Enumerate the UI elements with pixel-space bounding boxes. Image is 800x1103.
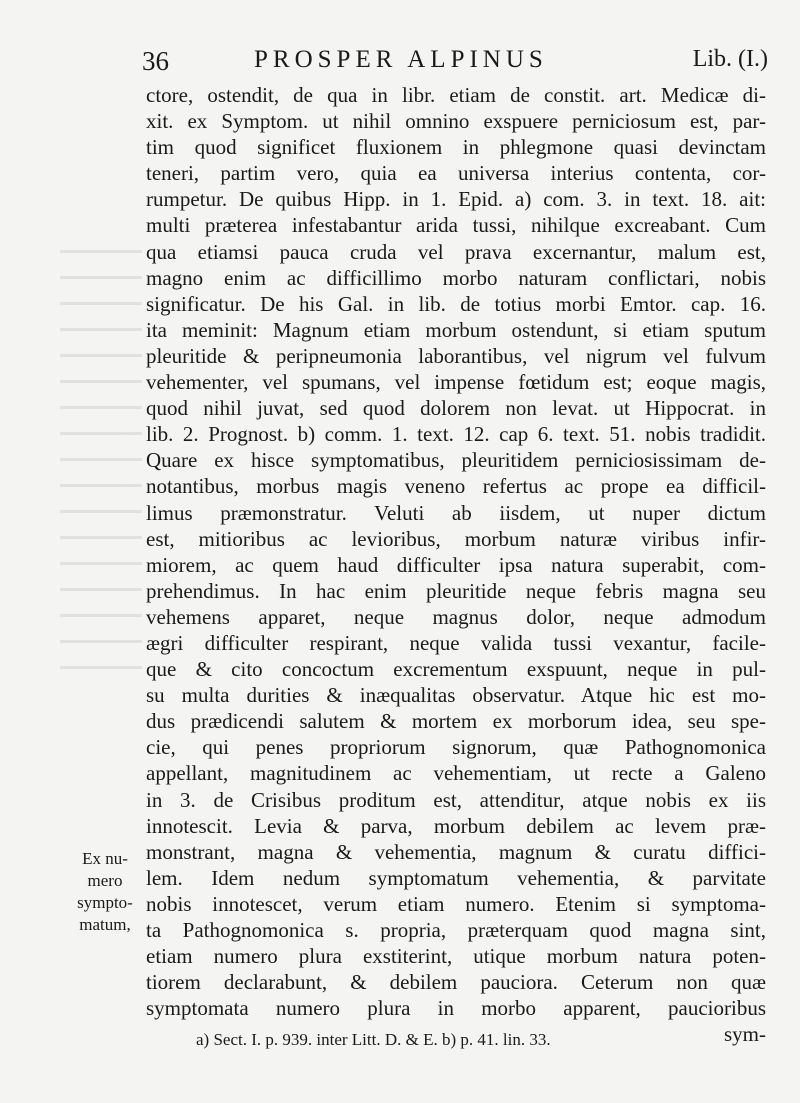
text-line: lem. Idem nedum symptomatum vehementia, & parvitate [146,865,766,890]
book-reference: Lib. (I.) [692,46,768,72]
text-line: xit. ex Symptom. ut nihil omnino exspuere perniciosum est, par- [146,109,766,134]
text-line: quod nihil juvat, sed quod dolorem non levat. ut Hippocrat. in [146,396,766,421]
text-line: est, mitioribus ac levioribus, morbum naturæ viribus infir- [146,526,766,551]
text-line: ctore, ostendit, de qua in libr. etiam de constit. art. Medicæ di- [146,83,766,107]
text-line: tim quod significet fluxionem in phlegmone quasi devinctam [146,135,766,160]
text-line: vehementer, vel spumans, vel impense fœtidum est; eoque magis, [146,370,766,395]
text-line: miorem, ac quem haud difficulter ipsa natura superabit, com- [146,552,766,577]
text-line: cie, qui penes propriorum signorum, quæ Pathognomonica [146,735,766,760]
text-line: etiam numero plura exstiterint, utique morbum natura poten- [146,944,766,969]
text-line: multi præterea infestabantur arida tussi, nihilque excreabant. Cum [146,213,766,238]
text-line: innotescit. Levia & parva, morbum debilem ac levem præ- [146,813,766,838]
text-line: tiorem declarabunt, & debilem pauciora. Ceterum non quæ [146,970,766,995]
text-line: ita meminit: Magnum etiam morbum ostendunt, si etiam sputum [146,317,766,342]
margin-note-line: matum, [79,915,131,934]
text-line: significatur. De his Gal. in lib. de totius morbi Emtor. cap. 16. [146,291,766,316]
text-line: Quare ex hisce symptomatibus, pleuritidem perniciosissimam de- [146,448,766,473]
text-line: que & cito concoctum excrementum exspuunt, neque in pul- [146,657,766,682]
text-line: in 3. de Crisibus proditum est, attenditur, atque nobis ex iis [146,787,766,812]
footnote: a) Sect. I. p. 939. inter Litt. D. & E. b) p. 41. lin. 33. [196,1030,551,1049]
text-line: ægri difficulter respirant, neque valida tussi vexantur, facile- [146,630,766,655]
text-line: teneri, partim vero, quia ea universa interius contenta, cor- [146,161,766,186]
text-line: vehemens apparet, neque magnus dolor, neque admodum [146,604,766,629]
bleed-through-text [60,250,142,670]
text-line: ta Pathognomonica s. propria, præterquam quod magna sint, [146,918,766,942]
text-line: lib. 2. Prognost. b) comm. 1. text. 12. cap 6. text. 51. nobis tradidit. [146,422,766,447]
text-line: rumpetur. De quibus Hipp. in 1. Epid. a) com. 3. in text. 18. ait: [146,187,766,212]
margin-note-line: mero [87,871,123,890]
text-line: symptomata numero plura in morbo apparent, paucioribus [146,996,766,1021]
text-line: dus prædicendi salutem & mortem ex morborum idea, seu spe- [146,709,766,734]
text-line: appellant, magnitudinem ac vehementiam, ut recte a Galeno [146,761,766,786]
text-line: qua etiamsi pauca cruda vel prava excernantur, malum est, [146,239,766,264]
text-line: prehendimus. In hac enim pleuritide neque febris magna seu [146,578,766,603]
text-line: monstrant, magna & vehementia, magnum & curatu diffici- [146,839,766,864]
margin-note-line: sympto- [77,893,133,912]
margin-note [70,848,140,936]
main-text [146,82,766,1047]
text-line: pleuritide & peripneumonia laborantibus, vel nigrum vel fulvum [146,343,766,368]
margin-note-line: Ex nu- [82,849,128,868]
text-line: su multa durities & inæqualitas observatur. Atque hic est mo- [146,683,766,708]
page-number: 36 [142,46,169,76]
text-line: magno enim ac difficillimo morbo naturam conflictari, nobis [146,265,766,290]
text-line: notantibus, morbus magis veneno refertus ac prope ea difficil- [146,474,766,499]
text-line: limus præmonstratur. Veluti ab iisdem, ut nuper dictum [146,500,766,525]
running-title: PROSPER ALPINUS [254,46,548,73]
text-line: sym- [724,1022,766,1047]
page-header [142,42,768,82]
text-line: nobis innotescet, verum etiam numero. Etenim si symptoma- [146,891,766,916]
